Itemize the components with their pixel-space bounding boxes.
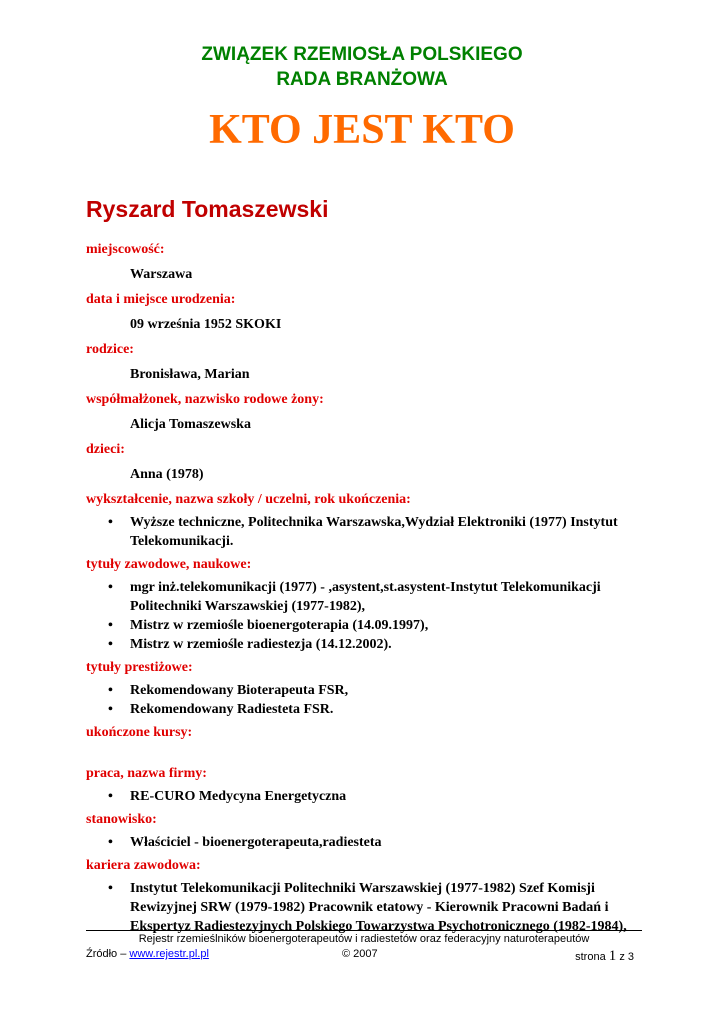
locality-label: miejscowość: (86, 242, 165, 257)
list-item (108, 616, 646, 635)
bullet-icon: • (108, 515, 113, 530)
list-item (108, 681, 646, 700)
bullet-icon: • (108, 702, 113, 717)
position-list (86, 833, 646, 852)
courses-label: ukończone kursy: (86, 725, 193, 740)
organization-subtitle: RADA BRANŻOWA (276, 69, 448, 90)
profile-content (86, 238, 646, 940)
source-link[interactable]: www.rejestr.pl.pl (129, 948, 209, 960)
spouse-label: współmałżonek, nazwisko rodowe żony: (86, 392, 324, 407)
titles-label: tytuły zawodowe, naukowe: (86, 557, 252, 572)
page-number (575, 948, 634, 965)
prestige-list (86, 681, 646, 719)
list-item (108, 879, 646, 936)
page-title: KTO JEST KTO (209, 107, 515, 153)
footer-registry-text: Rejestr rzemieślników bioenergoterapeutów i radiestetów oraz federacyjny naturoterapeutów (138, 933, 590, 945)
empty-courses (86, 742, 646, 762)
footer-source (86, 948, 209, 960)
titles-item-text: mgr inż.telekomunikacji (1977) - ,asystent,st.asystent-Instytut Telekomunikacji Politechniki Warszawskiej (1977-1982), (130, 580, 601, 614)
person-name: Ryszard Tomaszewski (86, 196, 329, 222)
prestige-label: tytuły prestiżowe: (86, 660, 193, 675)
page-total: 3 (627, 951, 634, 963)
bullet-icon: • (108, 683, 113, 698)
list-item (108, 578, 646, 616)
page-prefix: strona (575, 951, 606, 963)
education-label: wykształcenie, nazwa szkoły / uczelni, rok ukończenia: (86, 492, 411, 507)
parents-value: Bronisława, Marian (130, 367, 250, 382)
career-list (86, 879, 646, 936)
titles-item-text: Mistrz w rzemiośle radiestezja (14.12.2002). (130, 637, 392, 652)
birth-value: 09 września 1952 SKOKI (130, 317, 282, 332)
list-item (108, 833, 646, 852)
work-item-text: RE-CURO Medycyna Energetyczna (130, 789, 347, 804)
titles-list (86, 578, 646, 654)
titles-item-text: Mistrz w rzemiośle bioenergoterapia (14.09.1997), (130, 618, 429, 633)
list-item (108, 787, 646, 806)
page-of: z (619, 951, 625, 963)
career-item-text: Instytut Telekomunikacji Politechniki Warszawskiej (1977-1982) Szef Komisji Rewizyjnej SRW (1979-1982) Pracownik etatowy - Kierownik Pracowni Badań i Ekspertyz Radiestezyjnych Polskiego Towarzystwa Psychotronicznego (1982-1984), (130, 881, 627, 934)
bullet-icon: • (108, 835, 113, 850)
locality-value: Warszawa (130, 267, 193, 282)
bullet-icon: • (108, 580, 113, 595)
children-value: Anna (1978) (130, 467, 204, 482)
list-item (108, 513, 646, 551)
source-prefix: Źródło – (86, 948, 127, 960)
work-list (86, 787, 646, 806)
page-current: 1 (608, 948, 617, 964)
footer-copyright: © 2007 (342, 948, 378, 960)
organization-name: ZWIĄZEK RZEMIOSŁA POLSKIEGO (201, 44, 523, 65)
education-list (86, 513, 646, 551)
spouse-value: Alicja Tomaszewska (130, 417, 251, 432)
bullet-icon: • (108, 789, 113, 804)
list-item (108, 700, 646, 719)
children-label: dzieci: (86, 442, 125, 457)
list-item (108, 635, 646, 654)
prestige-item-text: Rekomendowany Radiesteta FSR. (130, 702, 334, 717)
position-item-text: Właściciel - bioenergoterapeuta,radiesteta (130, 835, 382, 850)
birth-label: data i miejsce urodzenia: (86, 292, 236, 307)
prestige-item-text: Rekomendowany Bioterapeuta FSR, (130, 683, 349, 698)
bullet-icon: • (108, 618, 113, 633)
education-item-text: Wyższe techniczne, Politechnika Warszawska,Wydział Elektroniki (1977) Instytut Telekomunikacji. (130, 515, 618, 549)
career-label: kariera zawodowa: (86, 858, 201, 873)
bullet-icon: • (108, 637, 113, 652)
parents-label: rodzice: (86, 342, 134, 357)
position-label: stanowisko: (86, 812, 157, 827)
bullet-icon: • (108, 881, 113, 896)
work-label: praca, nazwa firmy: (86, 766, 207, 781)
footer-divider (86, 930, 642, 931)
